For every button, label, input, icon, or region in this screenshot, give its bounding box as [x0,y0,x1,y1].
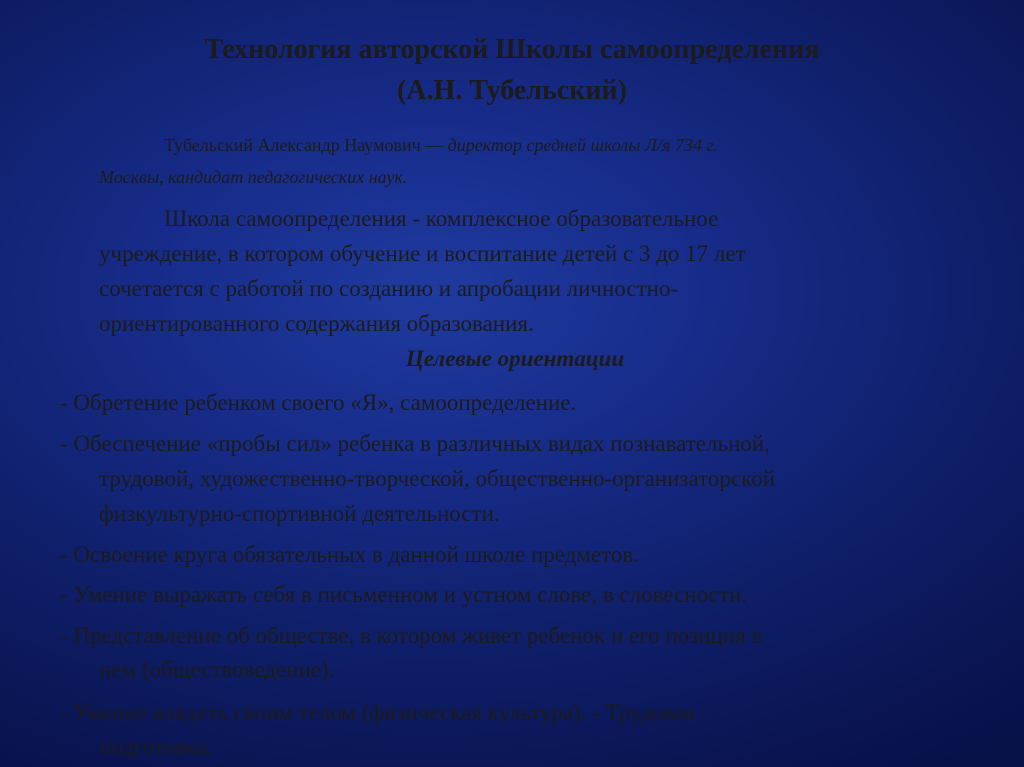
description-line-1: Школа самоопределения - комплексное образовательное [164,206,719,231]
author-line-2: Москвы, кандидат педагогических наук. [99,167,408,187]
goal-item-continuation: нем (обществоведение). [99,657,335,682]
goal-item: - Обретение ребенком своего «Я», самоопределение. [60,390,577,415]
author-role: директор средней школы Л/я 734 г. [447,135,718,155]
goals-heading: Целевые ориентации [405,346,625,371]
goal-item: - Умение выражать себя в письменном и устном слове, в словесности. [60,582,747,607]
goal-item: - Обеспечение «пробы сил» ребенка в различных видах познавательной, [60,431,770,456]
description-line-2: учреждение, в котором обучение и воспитание детей с 3 до 17 лет [99,241,746,266]
goal-item-continuation: физкультурно-спортивной деятельности. [99,501,500,526]
description-line-4: ориентированного содержания образования. [99,311,534,336]
goal-item-continuation: подготовка. [99,734,213,759]
goal-item: - Представление об обществе, в котором живет ребенок и его позиция в [60,623,763,648]
author-line-1 [164,135,718,156]
description-line-3: сочетается с работой по созданию и апробации личностно- [99,276,679,301]
goal-item-continuation: трудовой, художественно-творческой, общественно-организаторской [99,466,775,491]
goal-item: - Умение владеть своим телом (физическая культура). - Трудовая [60,700,695,725]
author-name: Тубельский Александр Наумович — [164,135,444,155]
goal-item: - Освоение круга обязательных в данной школе предметов. [60,542,639,567]
slide-title-line-1: Технология авторской Школы самоопределения [204,34,820,65]
slide-title-line-2: (А.Н. Тубельский) [397,75,627,106]
